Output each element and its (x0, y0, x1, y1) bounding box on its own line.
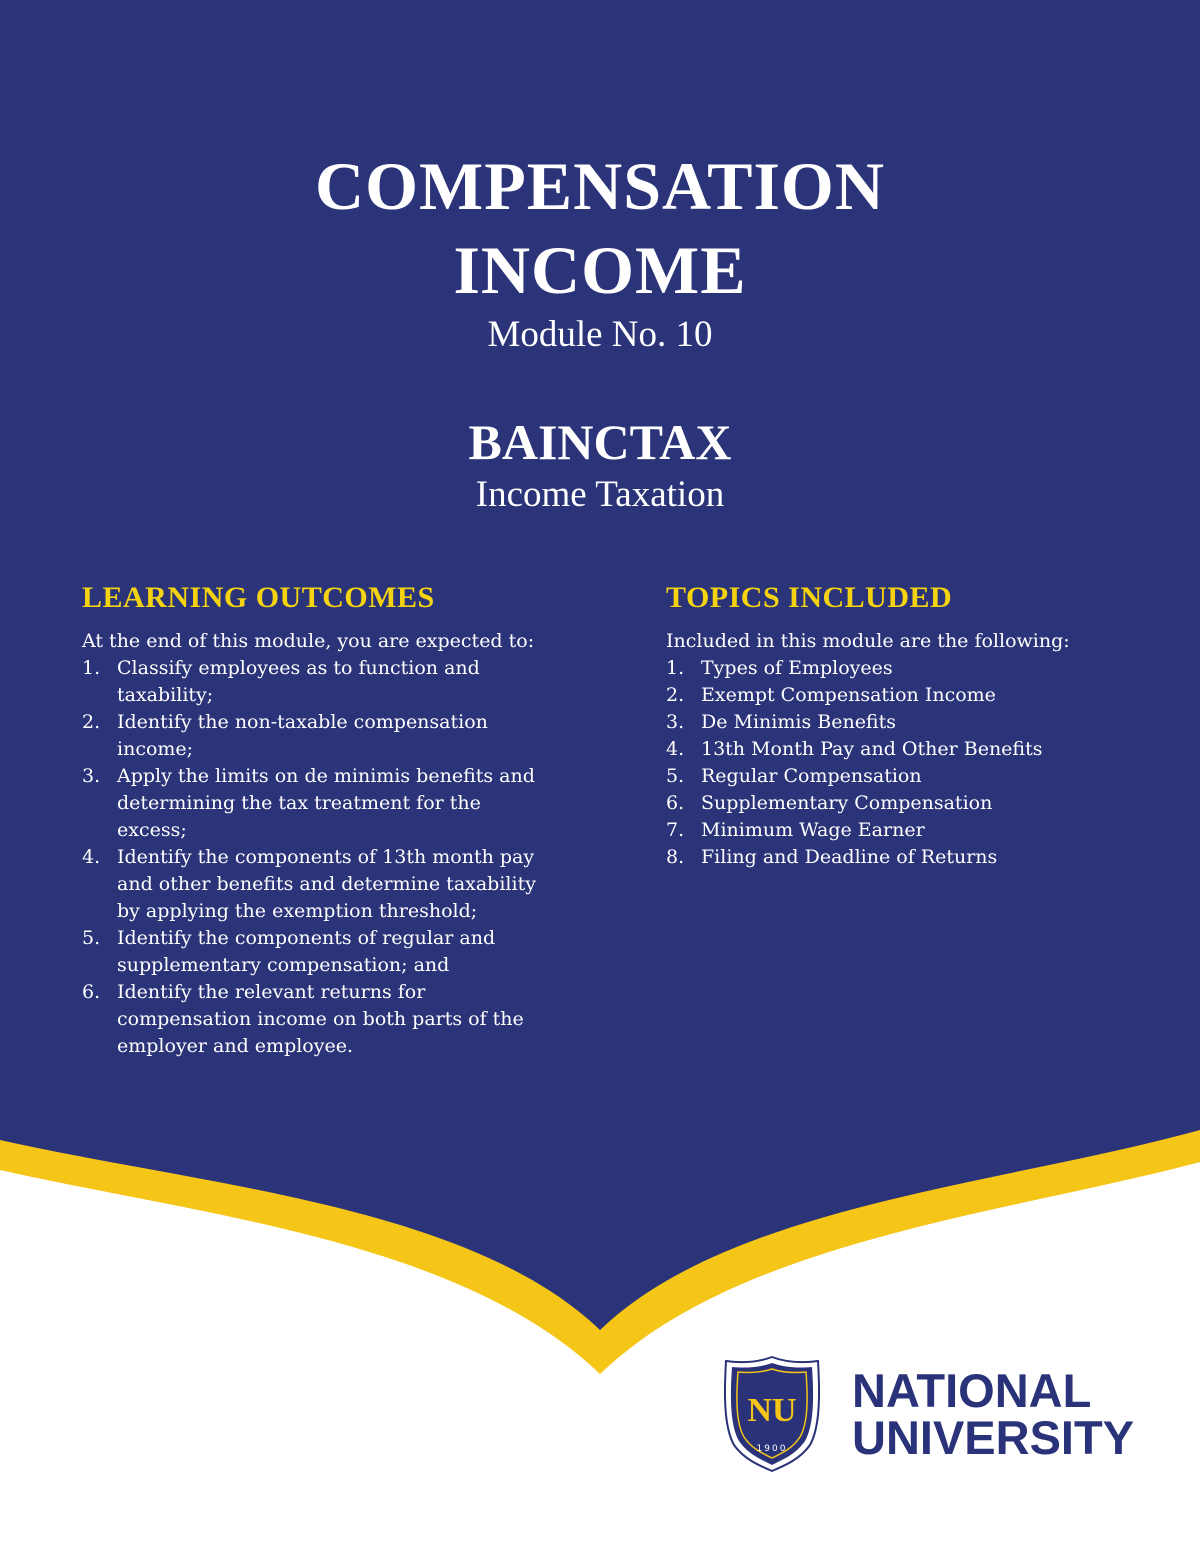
item-number: 4. (82, 846, 101, 868)
item-number: 7. (666, 819, 685, 841)
crest-year: 1900 (756, 1444, 788, 1454)
title-line-2: INCOME (453, 232, 747, 308)
item-text: Minimum Wage Earner (701, 819, 925, 841)
item-number: 8. (666, 846, 685, 868)
item-text: Identify the relevant returns for compensation income on both parts of the employer and employee. (117, 981, 524, 1057)
item-number: 6. (666, 792, 685, 814)
item-number: 6. (82, 981, 101, 1003)
course-code: BAINCTAX (468, 414, 732, 470)
item-number: 3. (82, 765, 101, 787)
topics-section (666, 578, 1136, 871)
course-title: Income Taxation (475, 474, 725, 515)
item-text: De Minimis Benefits (701, 711, 896, 733)
item-number: 5. (82, 927, 101, 949)
list-item (666, 682, 1136, 709)
item-number: 2. (82, 711, 101, 733)
item-text: Identify the components of 13th month pay and other benefits and determine taxability by applying the exemption threshold; (117, 846, 536, 922)
list-item (82, 763, 552, 844)
list-item (82, 925, 552, 979)
item-text: Classify employees as to function and taxability; (117, 657, 480, 706)
list-item (666, 790, 1136, 817)
item-text: Supplementary Compensation (701, 792, 993, 814)
item-text: Identify the components of regular and supplementary compensation; and (117, 927, 496, 976)
list-item (82, 655, 552, 709)
item-text: Filing and Deadline of Returns (701, 846, 998, 868)
topics-list (666, 655, 1136, 871)
item-number: 1. (82, 657, 101, 679)
learning-outcomes-heading: LEARNING OUTCOMES (82, 581, 435, 614)
list-item (82, 709, 552, 763)
list-item (666, 844, 1136, 871)
learning-outcomes-list (82, 655, 552, 1060)
item-text: Identify the non-taxable compensation income; (117, 711, 488, 760)
list-item (666, 736, 1136, 763)
learning-outcomes-intro: At the end of this module, you are expected to: (82, 630, 535, 652)
item-number: 1. (666, 657, 685, 679)
item-text: Types of Employees (701, 657, 893, 679)
university-crest-icon (722, 1355, 822, 1473)
university-name-line-2: UNIVERSITY (852, 1411, 1135, 1464)
item-text: Apply the limits on de minimis benefits and determining the tax treatment for the excess; (117, 765, 535, 841)
item-number: 4. (666, 738, 685, 760)
item-text: Regular Compensation (701, 765, 922, 787)
item-number: 5. (666, 765, 685, 787)
list-item (82, 844, 552, 925)
item-text: 13th Month Pay and Other Benefits (701, 738, 1043, 760)
list-item (666, 763, 1136, 790)
module-number: Module No. 10 (487, 314, 713, 355)
list-item (666, 817, 1136, 844)
item-text: Exempt Compensation Income (701, 684, 996, 706)
topics-heading: TOPICS INCLUDED (666, 581, 953, 614)
learning-outcomes-section (82, 578, 552, 1060)
item-number: 2. (666, 684, 685, 706)
university-name-line-1: NATIONAL (852, 1364, 1092, 1417)
title-line-1: COMPENSATION (315, 148, 885, 224)
topics-intro: Included in this module are the following: (666, 630, 1070, 652)
list-item (666, 709, 1136, 736)
list-item (82, 979, 552, 1060)
list-item (666, 655, 1136, 682)
crest-letters: NU (747, 1392, 797, 1429)
item-number: 3. (666, 711, 685, 733)
